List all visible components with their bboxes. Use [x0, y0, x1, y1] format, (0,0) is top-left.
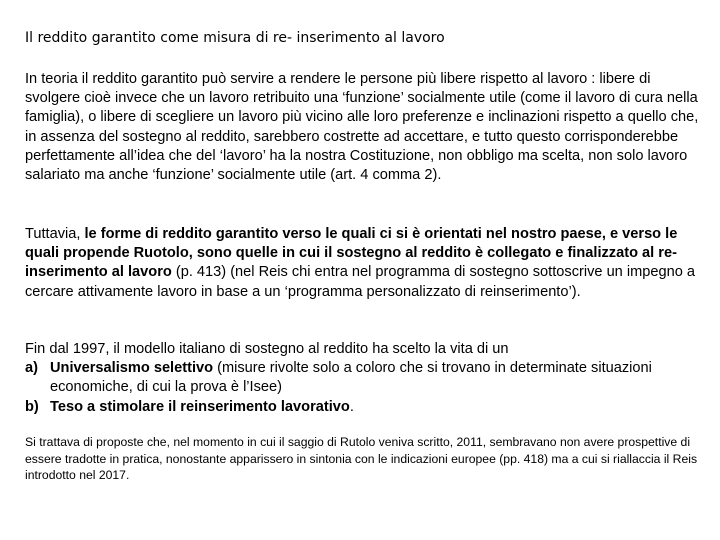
list-marker-b: b)	[25, 398, 39, 415]
paragraph-4-note: Si trattava di proposte che, nel momento in cui il saggio di Rutolo veniva scritto, 2011, sembravano non avere prospettive di essere tradotte in pratica, nonostante apparissero in sintonia con le indicazioni europee (pp. 418) ma a cui si riallaccia il Reis introdotto nel 2017.	[25, 435, 698, 483]
paragraph-3	[25, 340, 700, 417]
paragraph-2-bold: le forme di reddito garantito verso le quali ci si è orientati nel nostro paese, e verso le quali propende Ruotolo, sono quelle in cui il sostegno al reddito è collegato e finalizzato al re-inserimento al lavoro	[25, 226, 678, 281]
list-item-b	[25, 398, 700, 417]
list-item-a-bold: Universalismo selettivo	[50, 360, 214, 377]
paragraph-2-intro: Tuttavia,	[25, 226, 85, 242]
document-title: Il reddito garantito come misura di re- inserimento al lavoro	[25, 30, 445, 46]
list-item-b-bold: Teso a stimolare il reinserimento lavorativo	[50, 398, 350, 415]
list-marker-a: a)	[25, 360, 38, 377]
paragraph-2	[25, 225, 700, 302]
paragraph-1: In teoria il reddito garantito può servire a rendere le persone più libere rispetto al lavoro : libere di svolgere cioè invece che un lavoro retribuito una ‘funzione’ socialmente utile (come il lavoro di cura nella famiglia), o libere di scegliere un lavoro più vicino alle loro preferenze e inclinazioni rispetto a quello che, in assenza del sostegno al reddito, sarebbero costrette ad accettare, e tutto questo corrisponderebbe perfettamente all’idea che del ‘lavoro’ ha la nostra Costituzione, non obbligo ma scelta, non solo lavoro salariato ma anche ‘funzione’ socialmente utile (art. 4 comma 2).	[25, 71, 699, 184]
paragraph-2-rest: (p. 413) (nel Reis chi entra nel programma di sostegno sottoscrive un impegno a cercare attivamente lavoro in base a un ‘programma personalizzato di reinserimento’).	[25, 264, 696, 300]
paragraph-3-intro: Fin dal 1997, il modello italiano di sostegno al reddito ha scelto la vita di un	[25, 341, 509, 357]
list-item-a-rest: (misure rivolte solo a coloro che si trovano in determinate situazioni economiche, di cui la prova è l’Isee)	[50, 360, 652, 396]
list-item-a	[25, 359, 700, 397]
list-item-b-rest: .	[349, 398, 354, 415]
